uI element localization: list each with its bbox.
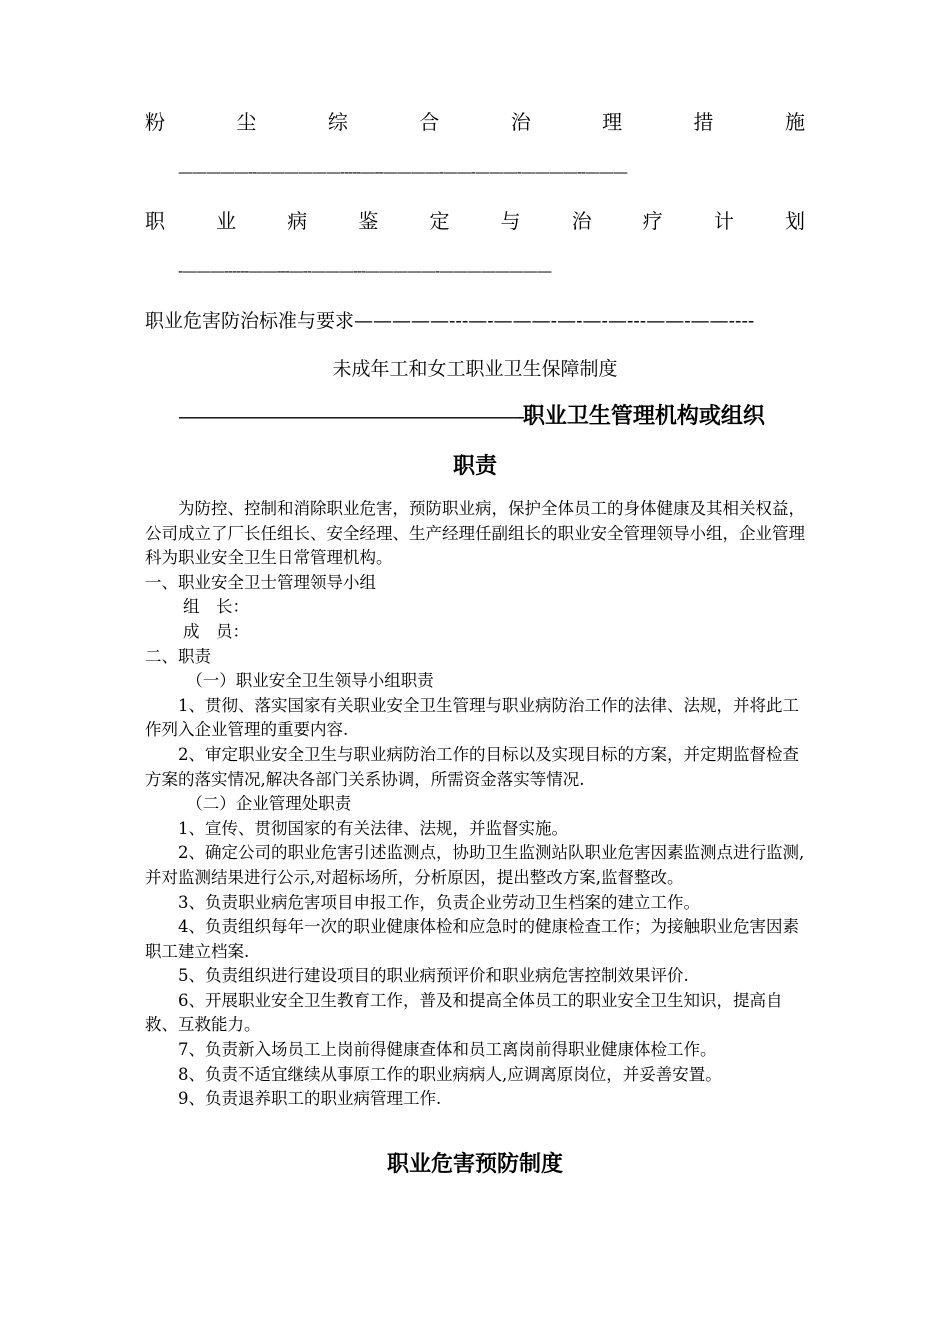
toc-char: 合 bbox=[419, 110, 440, 134]
section-heading-2: 二、职责 bbox=[145, 646, 211, 666]
duty-paragraph: 9、负责退养职工的职业病管理工作. bbox=[178, 1089, 442, 1109]
toc-item-disease-diagnosis bbox=[145, 209, 805, 233]
toc-char: 措 bbox=[693, 110, 714, 134]
duty-paragraph: 6、开展职业安全卫生教育工作，普及和提高全体员工的职业安全卫生知识，提高自救、互救能力。 bbox=[145, 990, 783, 1035]
toc-item-minor-female-workers: 未成年工和女工职业卫生保障制度 bbox=[332, 358, 618, 380]
subsection-heading-2: （二）企业管理处职责 bbox=[186, 794, 352, 814]
duty-paragraph: 8、负责不适宜继续从事原工作的职业病病人,应调离原岗位，并妥善安置。 bbox=[178, 1064, 722, 1084]
toc-char: 治 bbox=[510, 110, 531, 134]
toc-char: 治 bbox=[571, 209, 592, 233]
toc-item-title: 职业卫生管理机构或组织 bbox=[522, 404, 765, 429]
member-label: 成 员： bbox=[183, 621, 249, 641]
toc-char: 与 bbox=[500, 209, 521, 233]
toc-char: 综 bbox=[327, 110, 348, 134]
section-title-hazard-prevention: 职业危害预防制度 bbox=[386, 1152, 563, 1177]
duty-paragraph: 1、贯彻、落实国家有关职业安全卫生管理与职业病防治工作的法律、法规，并将此工作列入企业管理的重要内容. bbox=[145, 695, 799, 740]
toc-item-dust-control bbox=[145, 110, 805, 134]
toc-item-title-continued: 职责 bbox=[452, 454, 497, 479]
intro-paragraph: 为防控、控制和消除职业危害，预防职业病，保护全体员工的身体健康及其相关权益，公司成立了厂长任组长、安全经理、生产经理任副组长的职业安全管理领导小组，企业管理科为职业安全卫生日常管理机构。 bbox=[145, 499, 805, 568]
toc-char: 划 bbox=[784, 209, 805, 233]
toc-char: 计 bbox=[713, 209, 734, 233]
duty-paragraph: 5、负责组织进行建设项目的职业病预评价和职业病危害控制效果评价. bbox=[178, 966, 689, 986]
toc-char: 理 bbox=[602, 110, 623, 134]
toc-char: 鉴 bbox=[358, 209, 379, 233]
toc-char: 施 bbox=[784, 110, 805, 134]
subsection-heading-1: （一）职业安全卫生领导小组职责 bbox=[186, 671, 434, 691]
duty-paragraph: 3、负责职业病危害项目申报工作，负责企业劳动卫生档案的建立工作。 bbox=[178, 892, 700, 912]
toc-char: 病 bbox=[287, 209, 308, 233]
duty-paragraph: 1、宣传、贯彻国家的有关法律、法规，并监督实施。 bbox=[178, 818, 568, 838]
toc-char: 尘 bbox=[236, 110, 257, 134]
duty-paragraph: 2、确定公司的职业危害引述监测点，协助卫生监测站队职业危害因素监测点进行监测,并对监测结果进行公示,对超标场所，分析原因，提出整改方案,监督整改。 bbox=[145, 843, 805, 887]
toc-char: 业 bbox=[216, 209, 237, 233]
section-heading-1: 一、职业安全卫士管理领导小组 bbox=[145, 572, 376, 592]
toc-char: 定 bbox=[429, 209, 450, 233]
duty-paragraph: 7、负责新入场员工上岗前得健康查体和员工离岗前得职业健康体检工作。 bbox=[178, 1040, 717, 1060]
duty-paragraph: 2、审定职业安全卫生与职业病防治工作的目标以及实现目标的方案，并定期监督检查方案的落实情况,解决各部门关系协调，所需资金落实等情况. bbox=[145, 744, 799, 789]
leader-label: 组 长： bbox=[183, 597, 249, 617]
toc-item-management-organization bbox=[178, 402, 808, 432]
member-line bbox=[145, 620, 810, 645]
toc-char: 粉 bbox=[145, 110, 165, 134]
toc-item-standards: 职业危害防治标准与要求—————---—-———-—-—-—---——-——---- bbox=[145, 310, 755, 332]
toc-char: 职 bbox=[145, 209, 165, 233]
toc-leader-1: —————--——————-----—--————-——-———-————--——— bbox=[178, 163, 627, 181]
toc-char: 疗 bbox=[642, 209, 663, 233]
leader-line bbox=[145, 595, 810, 620]
duty-paragraph: 4、负责组织每年一次的职业健康体检和应急时的健康检查工作；为接触职业危害因素职工建立档案. bbox=[145, 917, 799, 961]
toc-leader-2: -———------——---—--———---—————-———————— bbox=[178, 262, 552, 280]
toc-leader-5: ————————————————————- bbox=[178, 406, 523, 428]
document-body bbox=[145, 497, 810, 1112]
